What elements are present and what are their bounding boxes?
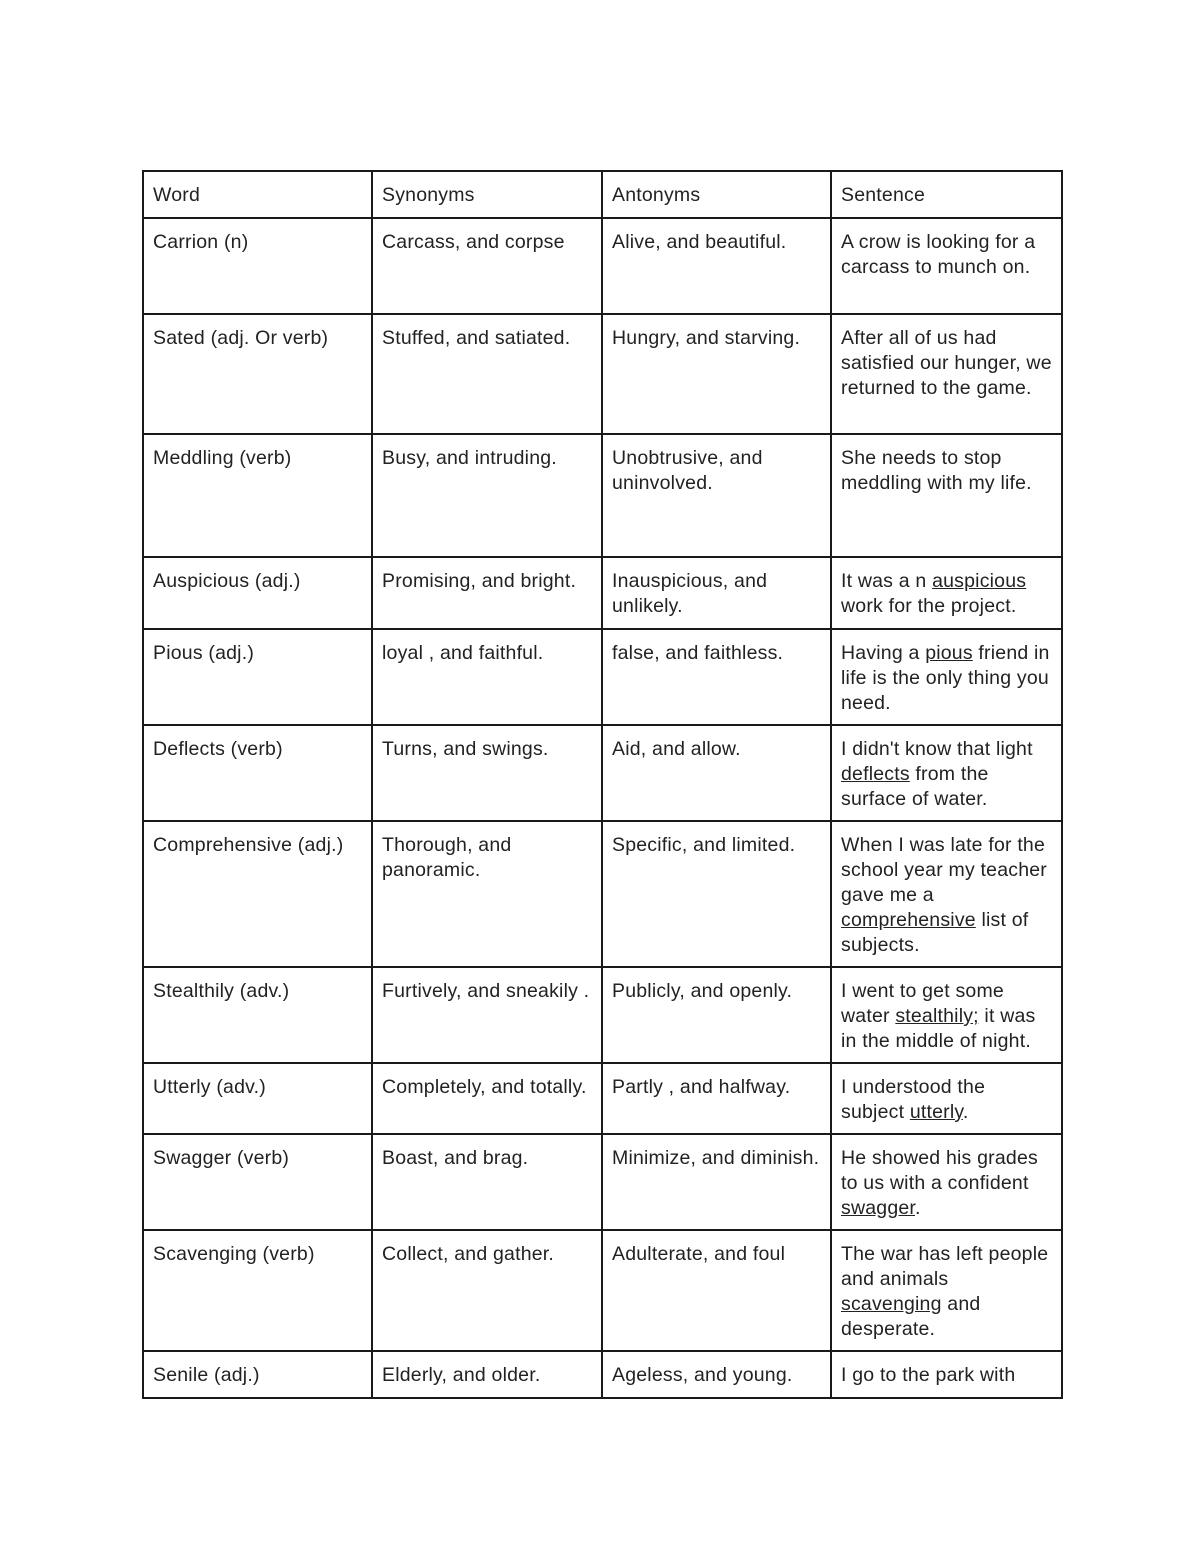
cell-word: Deflects (verb) — [143, 725, 372, 821]
cell-antonyms: Ageless, and young. — [602, 1351, 831, 1398]
cell-sentence — [831, 1063, 1062, 1134]
cell-word: Stealthily (adv.) — [143, 967, 372, 1063]
header-word: Word — [143, 171, 372, 218]
cell-synonyms: Turns, and swings. — [372, 725, 602, 821]
cell-antonyms: Specific, and limited. — [602, 821, 831, 967]
cell-synonyms: loyal , and faithful. — [372, 629, 602, 725]
underlined-word: pious — [925, 642, 973, 664]
cell-antonyms: Inauspicious, and unlikely. — [602, 557, 831, 629]
cell-word: Comprehensive (adj.) — [143, 821, 372, 967]
cell-synonyms: Promising, and bright. — [372, 557, 602, 629]
table-row — [143, 629, 1062, 725]
sentence-text: I understood the subject — [841, 1076, 986, 1123]
cell-antonyms: Adulterate, and foul — [602, 1230, 831, 1351]
header-antonyms: Antonyms — [602, 171, 831, 218]
cell-synonyms: Stuffed, and satiated. — [372, 314, 602, 434]
cell-synonyms: Boast, and brag. — [372, 1134, 602, 1230]
underlined-word: deflects — [841, 763, 910, 785]
cell-synonyms: Elderly, and older. — [372, 1351, 602, 1398]
cell-word: Senile (adj.) — [143, 1351, 372, 1398]
cell-synonyms: Collect, and gather. — [372, 1230, 602, 1351]
underlined-word: swagger — [841, 1197, 916, 1219]
table-row — [143, 314, 1062, 434]
cell-sentence — [831, 314, 1062, 434]
cell-antonyms: Aid, and allow. — [602, 725, 831, 821]
sentence-text: I went to get some water — [841, 980, 1004, 1027]
table-row — [143, 1230, 1062, 1351]
cell-antonyms: Alive, and beautiful. — [602, 218, 831, 314]
table-row — [143, 821, 1062, 967]
cell-synonyms: Completely, and totally. — [372, 1063, 602, 1134]
underlined-word: scavenging — [841, 1293, 942, 1315]
cell-sentence — [831, 1230, 1062, 1351]
table-row — [143, 434, 1062, 557]
sentence-text: I go to the park with — [841, 1364, 1016, 1386]
cell-antonyms: Publicly, and openly. — [602, 967, 831, 1063]
cell-antonyms: Partly , and halfway. — [602, 1063, 831, 1134]
cell-sentence — [831, 967, 1062, 1063]
cell-synonyms: Busy, and intruding. — [372, 434, 602, 557]
cell-word: Carrion (n) — [143, 218, 372, 314]
sentence-text: She needs to stop meddling with my life. — [841, 447, 1032, 494]
table-row — [143, 1063, 1062, 1134]
cell-sentence — [831, 629, 1062, 725]
table-row — [143, 967, 1062, 1063]
underlined-word: comprehensive — [841, 909, 976, 931]
cell-word: Sated (adj. Or verb) — [143, 314, 372, 434]
header-synonyms: Synonyms — [372, 171, 602, 218]
cell-synonyms: Thorough, and panoramic. — [372, 821, 602, 967]
table-row — [143, 1134, 1062, 1230]
table-row — [143, 218, 1062, 314]
sentence-text: When I was late for the school year my teacher gave me a — [841, 834, 1047, 906]
sentence-text: Having a — [841, 642, 926, 664]
cell-word: Swagger (verb) — [143, 1134, 372, 1230]
cell-sentence — [831, 1351, 1062, 1398]
sentence-text: from the surface of water. — [841, 763, 989, 810]
sentence-text: A crow is looking for a carcass to munch on. — [841, 231, 1036, 278]
sentence-text: it was in the middle of night. — [841, 1005, 1036, 1052]
sentence-text: friend in life is the only thing you need. — [841, 642, 1050, 714]
underlined-word: stealthily; — [895, 1005, 979, 1027]
cell-antonyms: false, and faithless. — [602, 629, 831, 725]
table-body — [143, 218, 1062, 1398]
cell-sentence — [831, 434, 1062, 557]
cell-word: Auspicious (adj.) — [143, 557, 372, 629]
cell-synonyms: Furtively, and sneakily . — [372, 967, 602, 1063]
underlined-word: auspicious — [932, 570, 1027, 592]
cell-antonyms: Hungry, and starving. — [602, 314, 831, 434]
cell-synonyms: Carcass, and corpse — [372, 218, 602, 314]
sentence-text: . — [915, 1197, 921, 1219]
sentence-text: I didn't know that light — [841, 738, 1033, 760]
sentence-text: He showed his grades to us with a confident — [841, 1147, 1038, 1194]
cell-word: Utterly (adv.) — [143, 1063, 372, 1134]
sentence-text: The war has left people and animals — [841, 1243, 1049, 1290]
sentence-text: list of subjects. — [841, 909, 1029, 956]
cell-sentence — [831, 1134, 1062, 1230]
sentence-text: work for the project. — [841, 595, 1017, 617]
table-row — [143, 725, 1062, 821]
sentence-text: It was a n — [841, 570, 933, 592]
cell-word: Meddling (verb) — [143, 434, 372, 557]
sentence-text: and desperate. — [841, 1293, 981, 1340]
cell-sentence — [831, 218, 1062, 314]
table-row — [143, 557, 1062, 629]
table-header-row — [143, 171, 1062, 218]
cell-antonyms: Unobtrusive, and uninvolved. — [602, 434, 831, 557]
cell-sentence — [831, 725, 1062, 821]
underlined-word: utterly — [909, 1101, 963, 1123]
cell-word: Scavenging (verb) — [143, 1230, 372, 1351]
sentence-text: After all of us had satisfied our hunger, we returned to the game. — [841, 327, 1052, 399]
table-row — [143, 1351, 1062, 1398]
cell-sentence — [831, 557, 1062, 629]
cell-sentence — [831, 821, 1062, 967]
vocabulary-table — [142, 170, 1063, 1399]
header-sentence: Sentence — [831, 171, 1062, 218]
cell-antonyms: Minimize, and diminish. — [602, 1134, 831, 1230]
cell-word: Pious (adj.) — [143, 629, 372, 725]
sentence-text: . — [962, 1101, 969, 1123]
